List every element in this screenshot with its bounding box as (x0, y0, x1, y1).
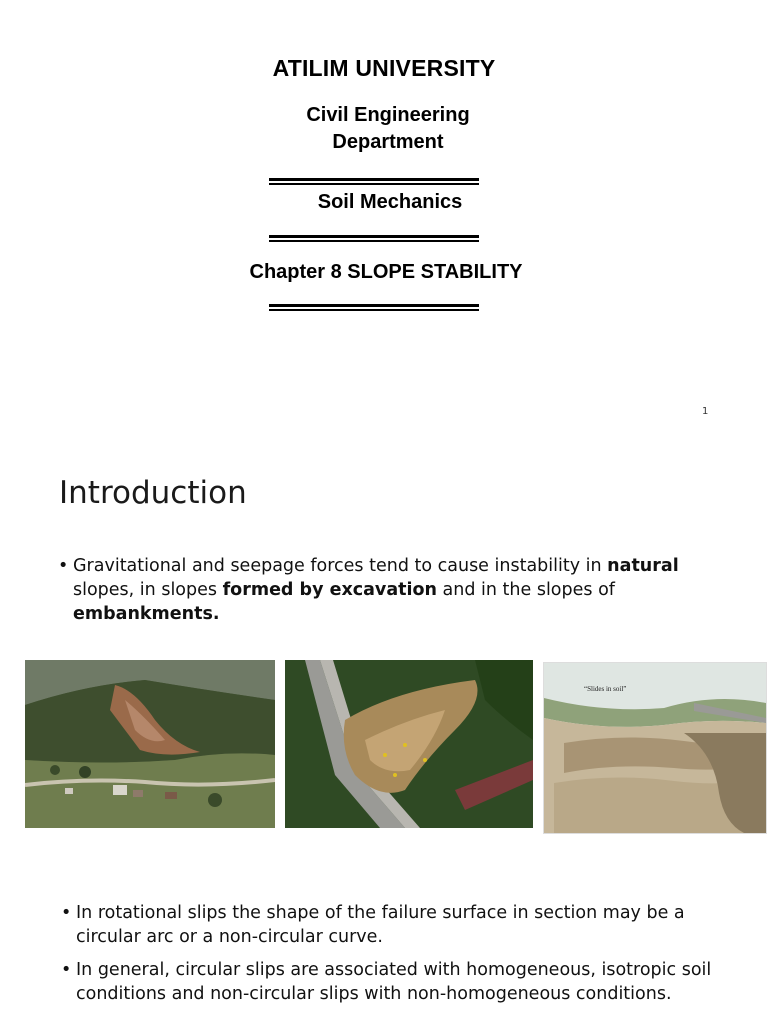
bullet-dot-icon: • (58, 556, 69, 576)
bullet-forces: • Gravitational and seepage forces tend to cause instability in natural slopes, in slopes formed by excavation and in the slopes of embankments. (58, 556, 679, 624)
page-number: 1 (702, 406, 709, 417)
divider-rule (269, 304, 479, 311)
department-line-1: Civil Engineering (306, 104, 470, 126)
course-name: Soil Mechanics (317, 191, 463, 213)
university-name: ATILIM UNIVERSITY (272, 55, 496, 81)
chapter-title: Chapter 8 SLOPE STABILITY (249, 261, 523, 283)
department-name (4, 102, 768, 156)
photo-caption: “Slides in soil” (584, 685, 627, 693)
title-slide (0, 0, 768, 440)
bullet-circular-slips (61, 958, 736, 1006)
divider-rule (269, 235, 479, 242)
bullet-text: In general, circular slips are associated with homogeneous, isotropic soil conditions and non-circular slips with non-homogeneous conditions. (76, 960, 712, 1004)
landslide-photo-hillside (25, 660, 275, 828)
landslide-photo-soil (543, 662, 767, 834)
slide-title: Introduction (59, 475, 247, 511)
bullet-dot-icon: • (61, 960, 72, 980)
bullet-dot-icon: • (61, 903, 72, 923)
introduction-slide (0, 440, 768, 1024)
bullet-rotational-slips (61, 901, 726, 949)
bullet-text: In rotational slips the shape of the failure surface in section may be a circular arc or a non-circular curve. (76, 903, 685, 947)
department-line-2: Department (332, 131, 444, 153)
divider-rule (269, 178, 479, 185)
landslide-photo-highway (285, 660, 533, 828)
